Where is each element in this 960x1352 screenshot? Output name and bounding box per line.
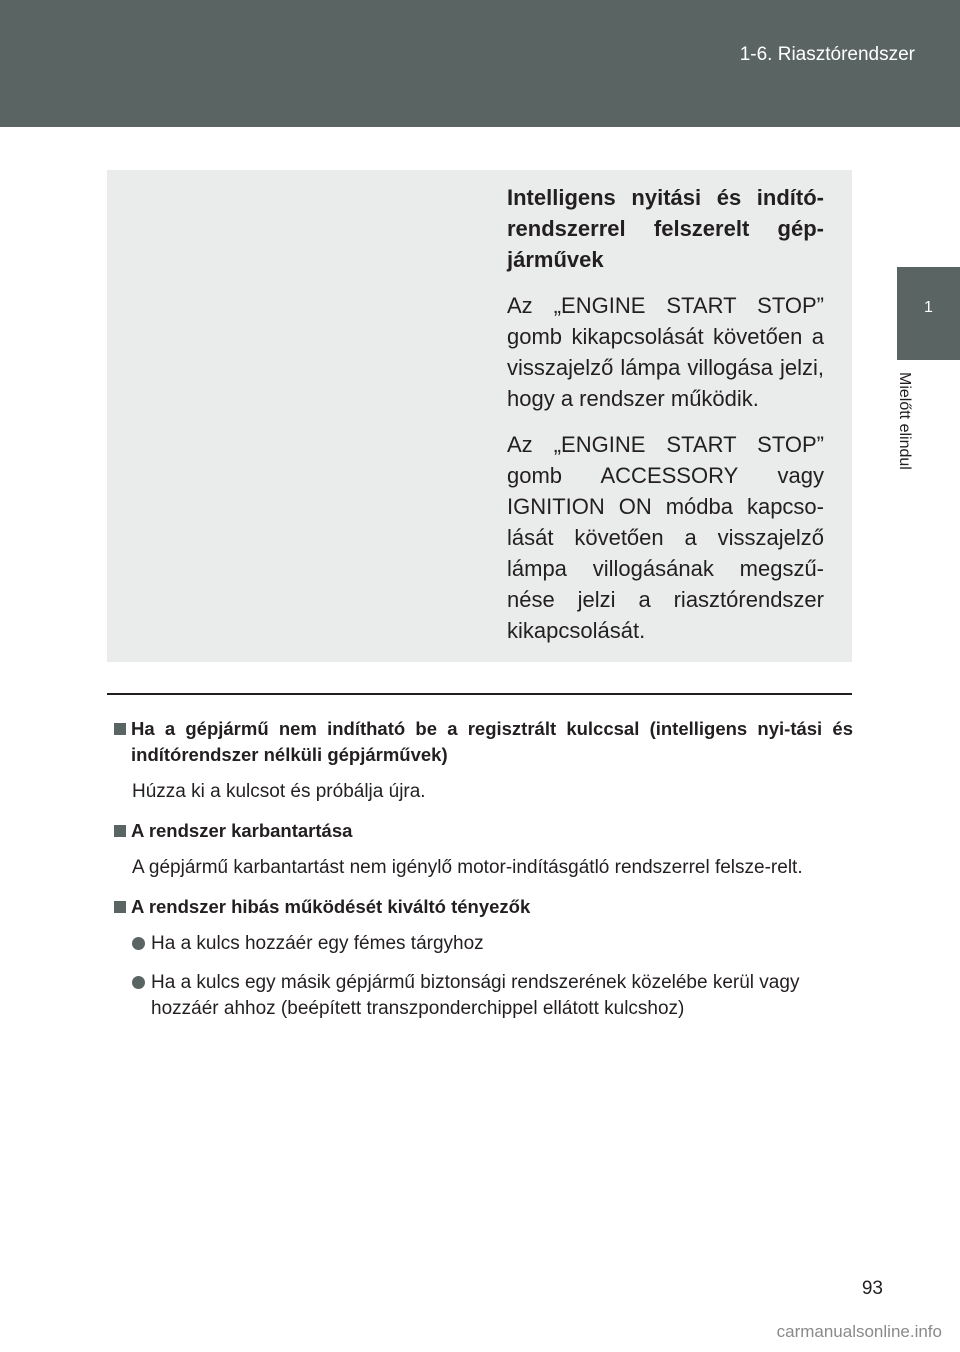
chapter-title: Mielőtt elindul [896, 372, 913, 470]
page-number: 93 [861, 1278, 883, 1299]
section-heading [113, 818, 853, 844]
square-bullet-icon [114, 723, 126, 735]
circle-bullet-icon [132, 937, 145, 950]
list-item-text: Ha a kulcs hozzáér egy fémes tárgyhoz [151, 933, 484, 954]
watermark: carmanualsonline.info [776, 1322, 942, 1341]
section-heading-text: Ha a gépjármű nem indítható be a regisztrált kulccsal (intelligens nyi-tási és indítórendszer nélküli gépjárművek) [131, 718, 853, 765]
section-heading [113, 894, 853, 920]
list-item-text: Ha a kulcs egy másik gépjármű biztonsági rendszerének közelébe kerül vagy hozzáér ahhoz (beépített transzponderchippel ellátott kulcshoz) [151, 972, 800, 1019]
callout-paragraph-1: Az „ENGINE START STOP” gomb kikapcsolását követően a visszajelző lámpa villogása jelzi, hogy a rendszer működik. [507, 293, 824, 411]
callout-heading: Intelligens nyitási és indító-rendszerrel felszerelt gép-járművek [507, 185, 824, 272]
chapter-tab[interactable] [897, 267, 960, 360]
section-title: 1-6. Riasztórendszer [739, 44, 915, 65]
square-bullet-icon [114, 901, 126, 913]
square-bullet-icon [114, 825, 126, 837]
callout-box [107, 170, 852, 662]
section-divider [107, 693, 852, 695]
callout-text [507, 182, 824, 661]
callout-paragraph-2: Az „ENGINE START STOP” gomb ACCESSORY vagy IGNITION ON módba kapcso-lását követően a visszajelző lámpa villogásának megszű-nése jelzi a riasztórendszer kikapcsolását. [507, 432, 824, 643]
chapter-number: 1 [924, 299, 933, 316]
section-body: Húzza ki a kulcsot és próbálja újra. [132, 781, 426, 802]
section-body: A gépjármű karbantartást nem igénylő motor-indításgátló rendszerrel felsze-relt. [132, 857, 803, 878]
circle-bullet-icon [132, 976, 145, 989]
section-heading [113, 716, 853, 768]
list-item [113, 970, 853, 1022]
chapter-side-label [895, 372, 931, 502]
section-heading-text: A rendszer hibás működését kiváltó tényezők [131, 896, 531, 917]
section-heading-text: A rendszer karbantartása [131, 820, 353, 841]
notes-sections [113, 716, 853, 1035]
list-item [113, 931, 853, 957]
page-header [0, 0, 960, 127]
